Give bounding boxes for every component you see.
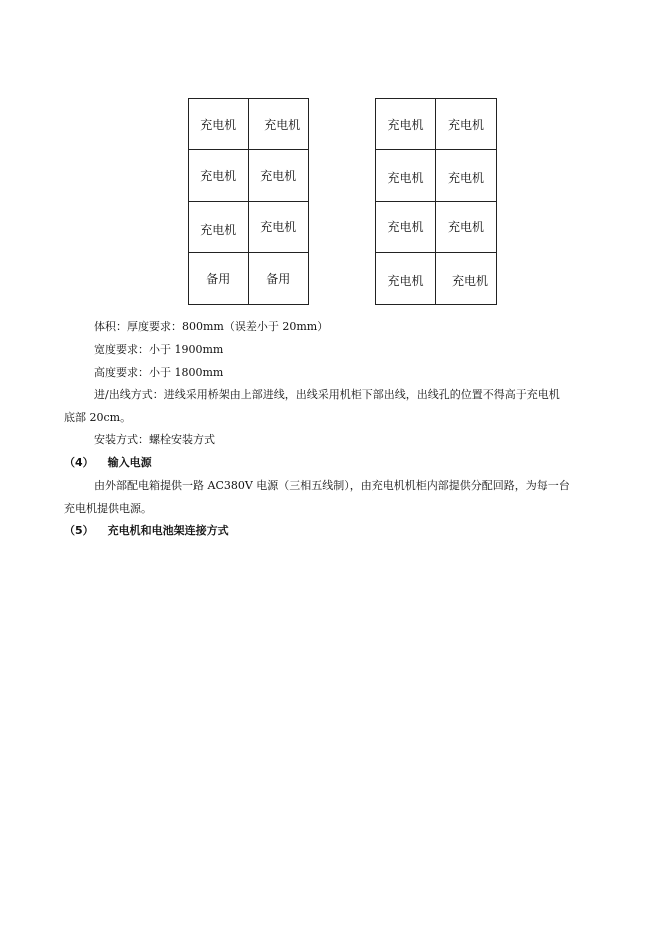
section-5-heading <box>64 524 229 538</box>
cabinet-cell-spare: 备用 <box>189 253 249 304</box>
cabinet-cell: 充电机 <box>249 150 309 201</box>
section-4-body: 由外部配电箱提供一路 AC380V 电源（三相五线制），由充电机机柜内部提供分配回路，为每一台 <box>94 479 570 492</box>
cabinet-cell: 充电机 <box>436 99 496 150</box>
spec-wiring: 进/出线方式：进线采用桥架由上部进线，出线采用机柜下部出线，出线孔的位置不得高于充电机 <box>94 388 560 401</box>
cabinet-cell: 充电机 <box>436 150 496 201</box>
section-title: 输入电源 <box>107 456 152 469</box>
cabinet-cell: 充电机 <box>376 202 436 253</box>
spec-volume: 体积：厚度要求：800mm（误差小于 20mm） <box>94 320 329 333</box>
cabinet-cell: 充电机 <box>376 99 436 150</box>
cabinet-cell: 充电机 <box>436 202 496 253</box>
right-cabinet-diagram <box>375 98 497 305</box>
cabinet-cell: 充电机 <box>249 202 309 253</box>
section-number: （5） <box>64 524 94 537</box>
section-4-heading <box>64 456 152 470</box>
cabinet-cell: 充电机 <box>189 99 249 150</box>
cabinet-cell: 充电机 <box>189 150 249 201</box>
section-title: 充电机和电池架连接方式 <box>107 524 229 537</box>
spec-wiring-continued: 底部 20cm。 <box>64 411 132 424</box>
cabinet-cell: 充电机 <box>451 274 488 289</box>
section-number: （4） <box>64 456 94 469</box>
spec-install: 安装方式：螺栓安装方式 <box>94 433 215 446</box>
spec-height: 高度要求：小于 1800mm <box>94 366 224 379</box>
cabinet-cell: 充电机 <box>376 150 436 201</box>
cabinet-cell: 充电机 <box>376 253 436 304</box>
section-4-body-continued: 充电机提供电源。 <box>64 502 152 515</box>
cabinet-cell: 充电机 <box>189 202 249 253</box>
left-cabinet-diagram <box>188 98 309 305</box>
cabinet-cell: 充电机 <box>249 99 309 150</box>
spec-width: 宽度要求：小于 1900mm <box>94 343 224 356</box>
cabinet-cell-spare: 备用 <box>266 271 291 286</box>
